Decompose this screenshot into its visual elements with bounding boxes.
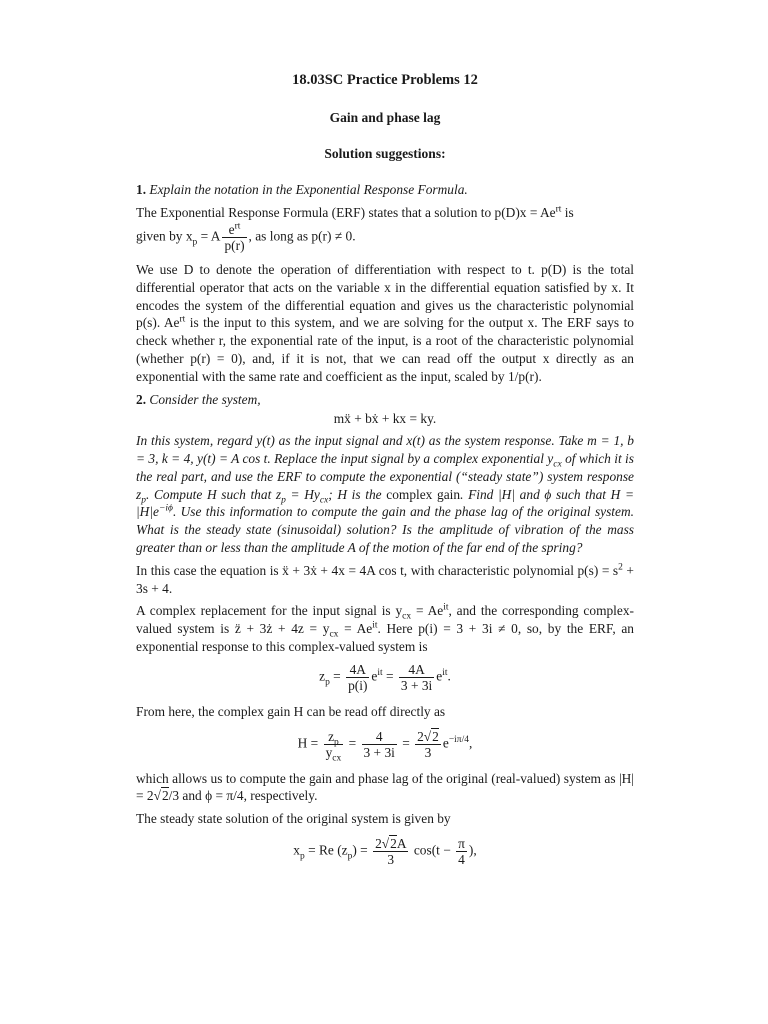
erf-explanation: We use D to denote the operation of differentiation with respect to t. p(D) is the total differential operator that acts on the variable x in the differential equation satisfied by x. It encodes the system of the differential equation and gives us the characteristic polynomial p(s). $Ae^{rt}$ is the input to this system, and we are solving for the output x. The ERF says to check whether r, the exponential rate of the input, is a root of the characteristic polynomial (whether p(r) = 0), and, if it is not, that we can read off the output x directly as an exponential with the same rate and coefficient as the input, scaled by 1/p(r). bbox=[136, 261, 634, 384]
zp-equation: $z_p$ = $\frac{4A}{p(i)}$ $e^{it}$ = $\frac{4A}{3 + 3i}$ $e^{it}$. bbox=[319, 661, 451, 693]
steady-state-intro: The steady state solution of the original system is given by bbox=[136, 811, 451, 827]
h-equation: H = $\frac{z_p}{y_{cx}}$ = $\frac{4}{3 + 3i}$ = $\frac{2√2}{3}$ $e^{-i\pi/4}$, bbox=[297, 728, 473, 764]
document-subtitle: Gain and phase lag bbox=[329, 109, 441, 125]
erf-given-by: given by $x_p = A$ $\frac{e^{rt}}{p(r)}$ , as long as p(r) ≠ 0. bbox=[136, 221, 356, 253]
case-equation: In this case the equation is ẍ + 3ẋ + 4x = 4A cos t, with characteristic polynomial $p(s) = s^2 + 3s + 4$. bbox=[136, 562, 634, 596]
erf-fraction: $\frac{e^{rt}}{p(r)}$ bbox=[224, 221, 245, 253]
gain-phase-result: which allows us to compute the gain and phase lag of the original (real-valued) system as |H| = 2√2/3 and ϕ = π/4, respectively. bbox=[136, 770, 634, 804]
xp-equation: $x_p = Re$ $(z_p)$ = $\frac{2√2A}{3}$ cos(t − $\frac{\pi}{4}$ ), bbox=[293, 835, 477, 867]
gain-intro: From here, the complex gain H can be read off directly as bbox=[136, 703, 446, 719]
problem-1-prompt: 1. Explain the notation in the Exponential Response Formula. bbox=[136, 182, 468, 198]
complex-replacement: A complex replacement for the input signal is $y_{cx} = Ae^{it}$, and the corresponding complex-valued system is z̈ + 3ż + $4z = y_{cx} = Ae^{it}$. Here p(i) = 3 + 3i ≠ 0, so, by the ERF, an exponential response to this complex-valued system is bbox=[136, 602, 635, 654]
erf-statement: The Exponential Response Formula (ERF) states that a solution to $p(D)x = Ae^{rt}$ is bbox=[136, 204, 574, 221]
page-content bbox=[136, 60, 634, 867]
system-equation: mẍ + bẋ + kx = ky. bbox=[333, 411, 437, 427]
problem-2-statement: In this system, regard y(t) as the input signal and x(t) as the system response. Take m = 1, b = 3, k = 4, y(t) = A cos t. Replace the input signal by a complex exponential $y_{cx}$ of which it is the real part, and use the ERF to compute the exponential (“steady state”) system response $z_p$. Compute H such that $z_p = Hy_{cx}$; H is the complex gain. Find |H| and ϕ such that $H = |H|e^{-i\phi}$. Use this information to compute the gain and the phase lag of the original system. What is the steady state (sinusoidal) solution? Is the amplitude of vibration of the mass greater than or less than the amplitude A of the motion of the far end of the spring? bbox=[136, 433, 634, 555]
document-title: 18.03SC Practice Problems 12 bbox=[292, 72, 478, 88]
problem-2-prompt: 2. Consider the system, bbox=[136, 391, 261, 407]
section-heading: Solution suggestions: bbox=[324, 145, 446, 161]
